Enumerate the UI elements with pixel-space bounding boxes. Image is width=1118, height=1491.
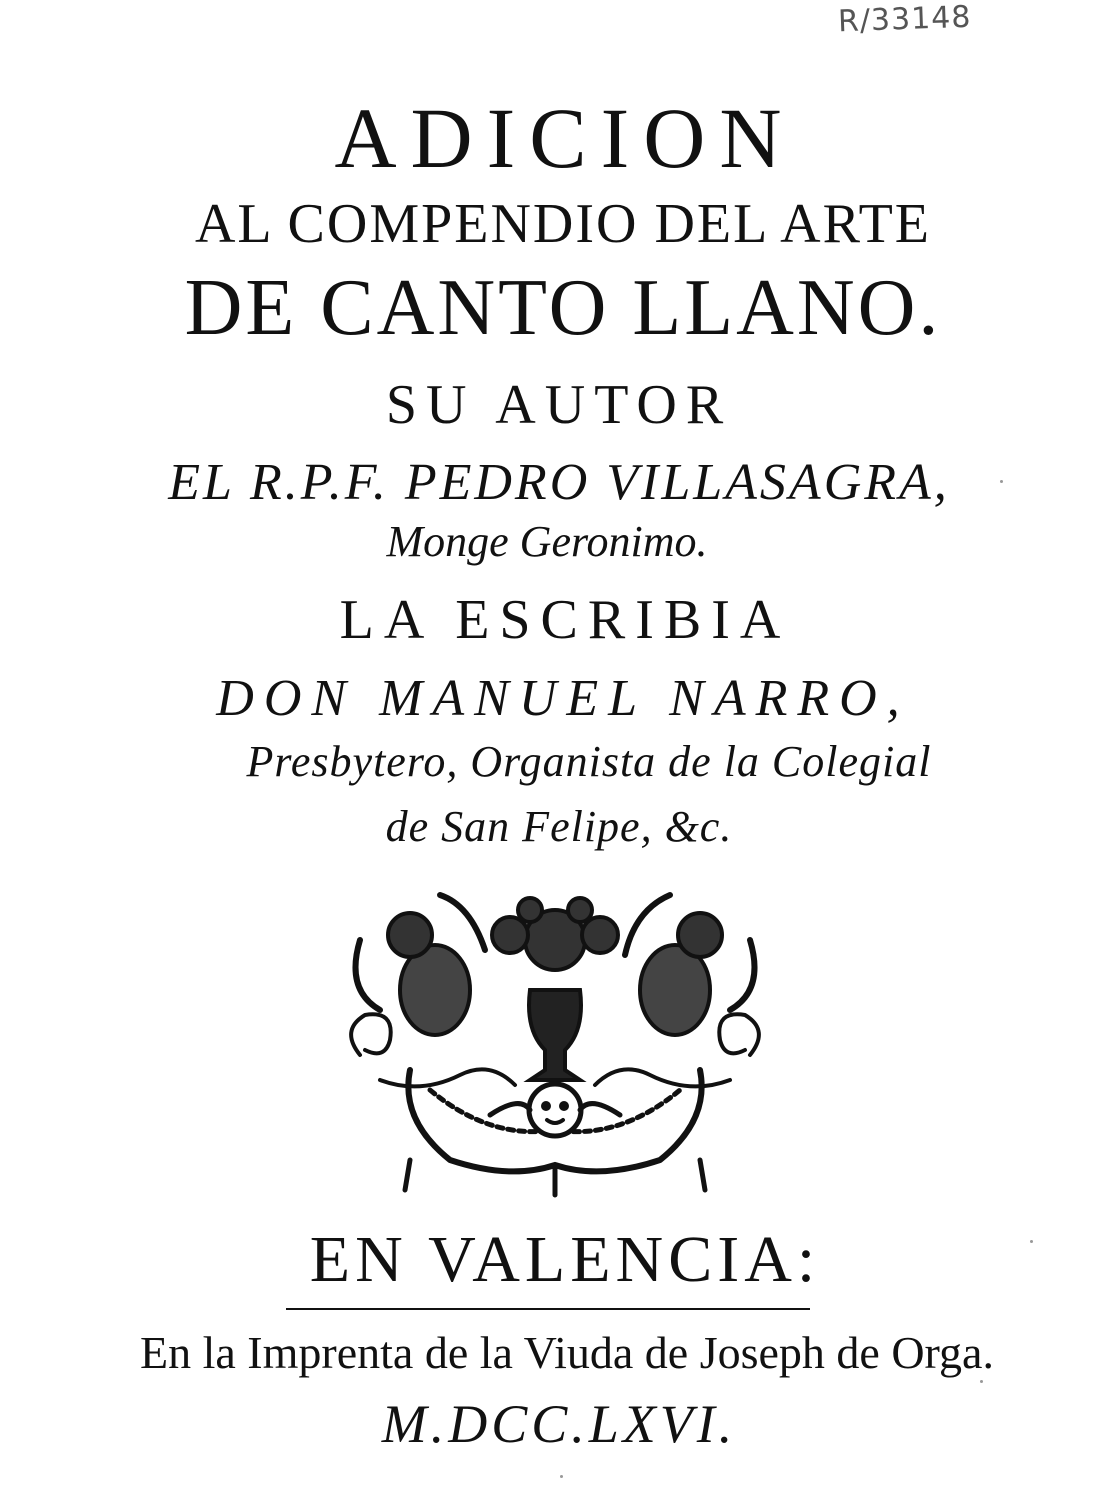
imprint-printer: En la Imprenta de la Viuda de Joseph de Orga. (140, 1327, 994, 1378)
paper-speck (980, 1380, 983, 1383)
paper-speck (1000, 480, 1003, 483)
paper-speck (1030, 1240, 1033, 1243)
imprint-year: M.DCC.LXVI. (381, 1394, 737, 1454)
author-order: Monge Geronimo. (386, 517, 708, 566)
cherubs-vase-ornament (340, 880, 770, 1200)
title-subtitle-1: AL COMPENDIO DEL ARTE (194, 193, 931, 255)
author-heading: SU AUTOR (385, 374, 733, 436)
scribe-name: DON MANUEL NARRO, (216, 670, 910, 727)
imprint-place: EN VALENCIA: (309, 1223, 821, 1296)
title-subtitle-2: DE CANTO LLANO. (184, 264, 942, 352)
imprint-rule (286, 1308, 810, 1310)
scribe-heading: LA ESCRIBIA (339, 589, 791, 651)
handwritten-shelfmark: R/33148 (837, 0, 972, 40)
title-main: ADICION (334, 90, 796, 186)
scribe-role-2: de San Felipe, &c. (385, 802, 733, 851)
scribe-role-1: Presbytero, Organista de la Colegial (246, 737, 932, 786)
paper-speck (560, 1475, 563, 1478)
author-name: EL R.P.F. PEDRO VILLASAGRA, (168, 454, 950, 511)
